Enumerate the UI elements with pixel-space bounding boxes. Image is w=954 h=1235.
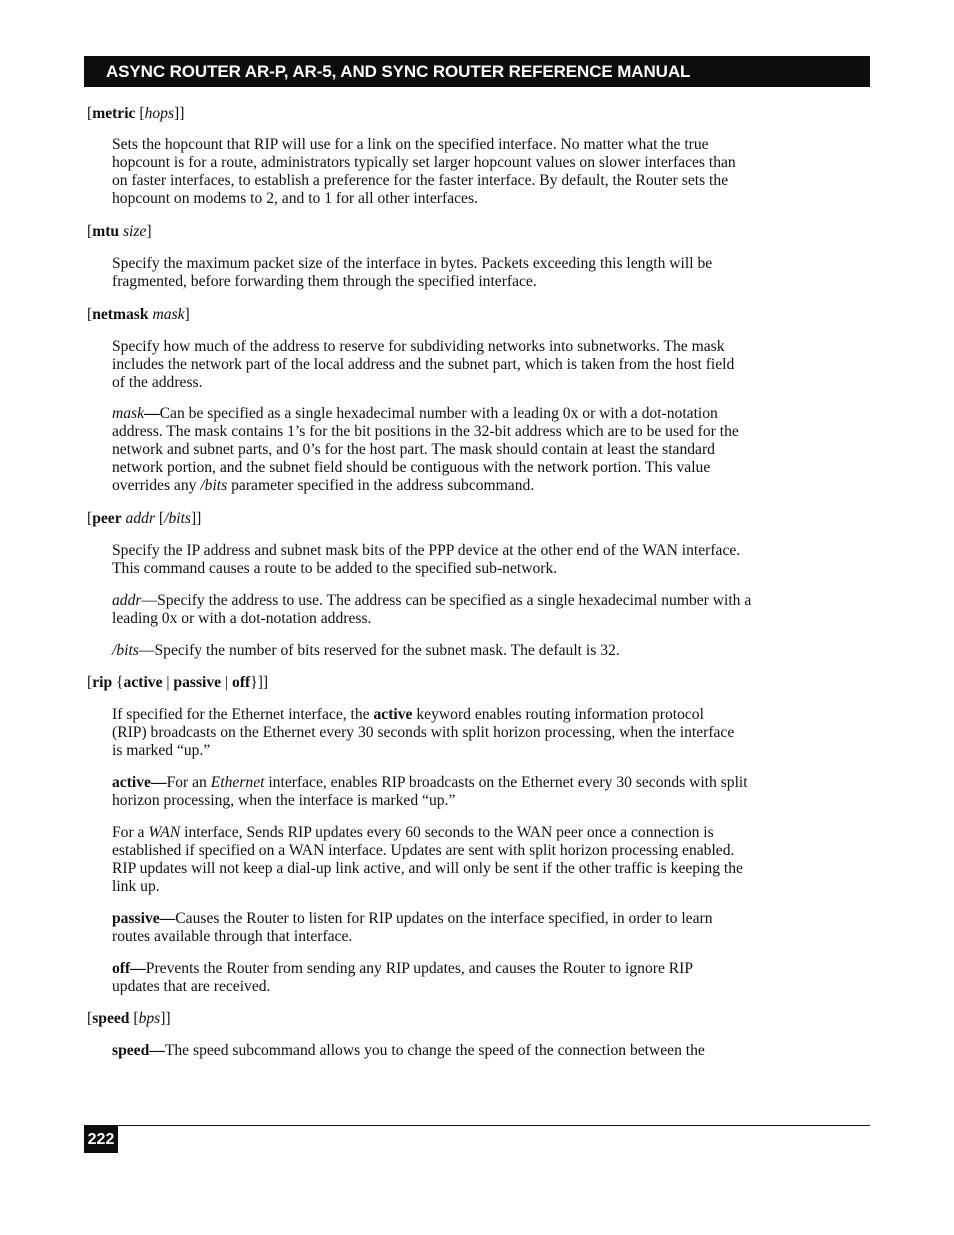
page-header: ASYNC ROUTER AR-P, AR-5, AND SYNC ROUTER REFERENCE MANUAL bbox=[84, 56, 870, 87]
arg-addr: addr bbox=[125, 510, 156, 527]
option-off: off bbox=[232, 674, 251, 691]
bracket: ] bbox=[184, 306, 190, 323]
wan-term: WAN bbox=[148, 824, 181, 841]
active-term: active— bbox=[112, 774, 167, 791]
option-passive: passive bbox=[173, 674, 222, 691]
off-term: off— bbox=[112, 960, 146, 977]
bracket: ]] bbox=[174, 105, 185, 122]
mask-text-a: Can be specified as a single hexadecimal number with a leading 0x or with a dot-notation address. The mask contains 1’s for the bit positions in the 32-bit address which are to be used for the network and subnet parts, and 0’s for the host part. The mask should contain at least the standard network portion, and the subnet field should be contiguous with the network portion. This value overrides any bbox=[112, 405, 739, 494]
active-text-b: interface, enables RIP broadcasts on the Ethernet every 30 seconds with split horizon processing, when the interface is marked “up.” bbox=[112, 774, 748, 809]
wan-text-a: For a bbox=[112, 824, 149, 841]
arg-bps: bps bbox=[138, 1010, 161, 1027]
bracket: ] bbox=[146, 223, 152, 240]
page-number: 222 bbox=[84, 1126, 118, 1153]
speed-description bbox=[112, 1042, 872, 1060]
passive-text: Causes the Router to listen for RIP updates on the interface specified, in order to learn routes available through that interface. bbox=[112, 910, 713, 945]
bracket: ]] bbox=[160, 1010, 171, 1027]
keyword-speed: speed bbox=[92, 1010, 130, 1027]
addr-parameter-description bbox=[112, 592, 872, 628]
bracket: [ bbox=[87, 674, 93, 691]
off-option-description bbox=[112, 960, 872, 996]
active-text-a: For an bbox=[166, 774, 211, 791]
dash: — bbox=[144, 405, 160, 422]
ethernet-term: Ethernet bbox=[210, 774, 265, 791]
syntax-netmask bbox=[87, 306, 190, 324]
wan-description bbox=[112, 824, 872, 896]
arg-bits: /bits bbox=[164, 510, 191, 527]
rip-description bbox=[112, 706, 872, 760]
syntax-speed bbox=[87, 1010, 171, 1028]
passive-term: passive— bbox=[112, 910, 176, 927]
keyword-rip: rip bbox=[92, 674, 113, 691]
separator: { bbox=[112, 674, 124, 691]
bracket: [ bbox=[87, 306, 93, 323]
rip-text-b: keyword enables routing information protocol (RIP) broadcasts on the Ethernet every 30 seconds with split horizon processing, when the interface is marked “up.” bbox=[112, 706, 735, 759]
mask-text-b: parameter specified in the address subcommand. bbox=[227, 477, 535, 494]
bracket: [ bbox=[87, 1010, 93, 1027]
bracket: }]] bbox=[250, 674, 269, 691]
footer-rule bbox=[84, 1125, 870, 1126]
arg-size: size bbox=[122, 223, 147, 240]
speed-term: speed— bbox=[112, 1042, 165, 1059]
syntax-mtu bbox=[87, 223, 152, 241]
keyword-metric: metric bbox=[92, 105, 136, 122]
rip-keyword-active: active bbox=[373, 706, 413, 723]
syntax-rip bbox=[87, 674, 268, 692]
bits-parameter-description bbox=[112, 642, 872, 660]
keyword-mtu: mtu bbox=[92, 223, 120, 240]
bracket: [ bbox=[87, 105, 93, 122]
metric-description: Sets the hopcount that RIP will use for a link on the specified interface. No matter what the true hopcount is for a route, administrators typically set larger hopcount values on slower interfaces than on faster interfaces, to establish a preference for the faster interface. By default, the Router sets the hopcount on modems to 2, and to 1 for all other interfaces. bbox=[112, 136, 736, 207]
wan-text-b: interface, Sends RIP updates every 60 seconds to the WAN peer once a connection is established if specified on a WAN interface. Updates are sent with split horizon processing enabled. RIP updates will not keep a dial-up link active, and will only be sent if the other traffic is keeping the link up. bbox=[112, 824, 743, 895]
passive-option-description bbox=[112, 910, 872, 946]
keyword-netmask: netmask bbox=[92, 306, 149, 323]
syntax-metric bbox=[87, 105, 184, 123]
mask-parameter-description bbox=[112, 405, 872, 495]
separator: | bbox=[221, 674, 233, 691]
peer-description: Specify the IP address and subnet mask bits of the PPP device at the other end of the WAN interface. This command causes a route to be added to the specified sub-network. bbox=[112, 542, 741, 577]
bits-text: —Specify the number of bits reserved for the subnet mask. The default is 32. bbox=[138, 642, 620, 659]
arg-mask: mask bbox=[152, 306, 185, 323]
arg-hops: hops bbox=[144, 105, 175, 122]
separator: [ bbox=[129, 1010, 139, 1027]
netmask-description: Specify how much of the address to reserve for subdividing networks into subnetworks. The mask includes the network part of the local address and the subnet part, which is taken from the host field of the address. bbox=[112, 338, 735, 391]
bracket: [ bbox=[87, 223, 93, 240]
mask-term: mask bbox=[112, 405, 145, 422]
speed-text: The speed subcommand allows you to change the speed of the connection between the bbox=[164, 1042, 705, 1059]
active-option-description bbox=[112, 774, 872, 810]
mtu-description: Specify the maximum packet size of the interface in bytes. Packets exceeding this length will be fragmented, before forwarding them through the specified interface. bbox=[112, 255, 713, 290]
bracket: ]] bbox=[190, 510, 202, 527]
rip-text-a: If specified for the Ethernet interface, the bbox=[112, 706, 374, 723]
keyword-peer: peer bbox=[92, 510, 122, 527]
addr-term: addr bbox=[112, 592, 142, 609]
separator: [ bbox=[135, 105, 145, 122]
bits-term: /bits bbox=[112, 642, 139, 659]
addr-text: —Specify the address to use. The address can be specified as a single hexadecimal number with a leading 0x or with a dot-notation address. bbox=[112, 592, 752, 627]
separator: | bbox=[162, 674, 174, 691]
bracket: [ bbox=[87, 510, 93, 527]
off-text: Prevents the Router from sending any RIP updates, and causes the Router to ignore RIP updates that are received. bbox=[112, 960, 694, 995]
bits-term: /bits bbox=[200, 477, 228, 494]
option-active: active bbox=[123, 674, 163, 691]
syntax-peer bbox=[87, 510, 201, 528]
separator: [ bbox=[155, 510, 165, 527]
